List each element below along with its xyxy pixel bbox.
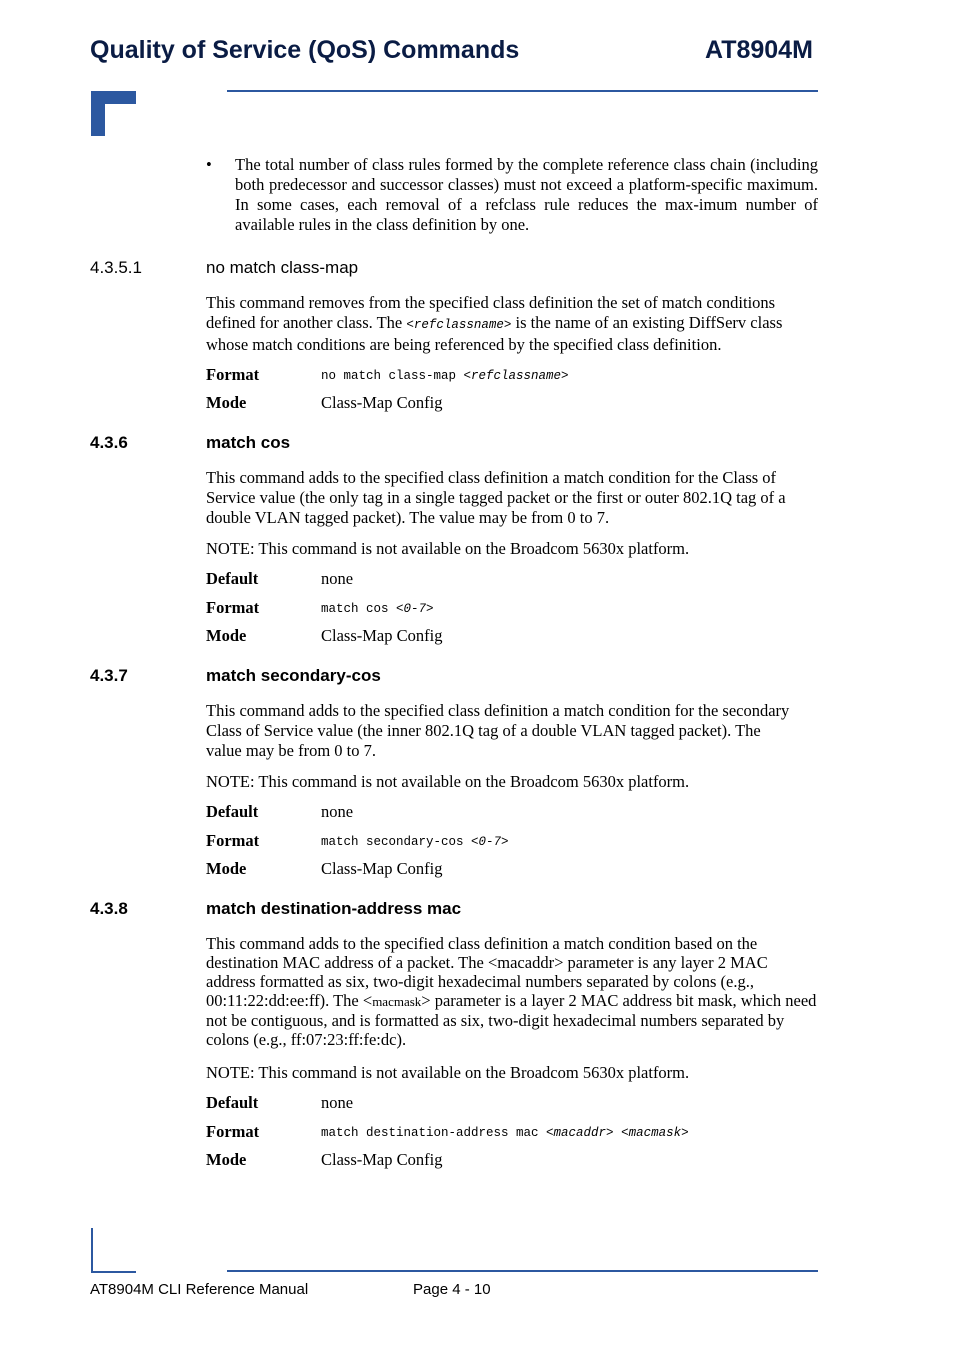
paragraph-text-small: macmask (372, 994, 422, 1009)
section-title: match cos (206, 433, 291, 452)
section-number: 4.3.5.1 (90, 258, 142, 277)
default-label: Default (206, 802, 259, 821)
paragraph-text: This command adds to the specified class definition a match condition based on the destination MAC address of a packet. The <macaddr> parameter is any layer 2 MAC address formatted as six, two-digit hexadecimal numbers separated by colons (e.g., 00:11:22:dd:ee:ff). The < (206, 934, 768, 1010)
section-title: match destination-address mac (206, 899, 462, 918)
paragraph-text: > parameter is a layer 2 MAC address bit mask, which need not be contiguous, and is formatted as six, two-digit hexadecimal numbers separated by colons (e.g., ff:07:23:ff:fe:dc). (206, 991, 817, 1049)
section-438-note: NOTE: This command is not available on the Broadcom 5630x platform. (206, 1063, 690, 1082)
default-value: none (321, 1093, 354, 1112)
mode-value: Class-Map Config (321, 859, 443, 878)
section-437-paragraph: This command adds to the specified class definition a match condition for the secondary Class of Service value (the inner 802.1Q tag of a double VLAN tagged packet). The value may be from 0 to 7. (206, 701, 790, 760)
section-number: 4.3.8 (90, 899, 128, 918)
format-label: Format (206, 831, 260, 850)
mode-label: Mode (206, 626, 247, 645)
format-syntax: match destination-address mac <macaddr> <macmask> (321, 1126, 689, 1140)
section-436-paragraph: This command adds to the specified class definition a match condition for the Class of Service value (the only tag in a single tagged packet or the first or outer 802.1Q tag of a double VLAN tagged packet). The value may be from 0 to 7. (206, 468, 786, 527)
default-value: none (321, 802, 354, 821)
default-label: Default (206, 569, 259, 588)
format-syntax: match secondary-cos <0-7> (321, 835, 509, 849)
format-label: Format (206, 1122, 260, 1141)
inline-argument: <refclassname> (406, 318, 512, 332)
mode-value: Class-Map Config (321, 626, 443, 645)
bullet-marker: • (206, 155, 212, 174)
section-437-note: NOTE: This command is not available on the Broadcom 5630x platform. (206, 772, 690, 791)
section-number: 4.3.7 (90, 666, 128, 685)
default-value: none (321, 569, 354, 588)
paragraph-text: is the name of an existing DiffServ class whose match conditions are being referenced by the specified class definition. (206, 313, 783, 354)
page-header-title: Quality of Service (QoS) Commands (90, 36, 520, 64)
mode-value: Class-Map Config (321, 393, 443, 412)
section-436-note: NOTE: This command is not available on the Broadcom 5630x platform. (206, 539, 690, 558)
section-4351-paragraph (206, 293, 818, 355)
paragraph-text: This command removes from the specified class definition the set of match conditions defined for another class. The (206, 293, 776, 332)
mode-label: Mode (206, 1150, 247, 1169)
format-label: Format (206, 598, 260, 617)
mode-value: Class-Map Config (321, 1150, 443, 1169)
format-label: Format (206, 365, 260, 384)
footer-manual-title: AT8904M CLI Reference Manual (90, 1281, 309, 1298)
mode-label: Mode (206, 393, 247, 412)
format-syntax: no match class-map <refclassname> (321, 369, 569, 383)
section-number: 4.3.6 (90, 433, 128, 452)
page-header-product: AT8904M (705, 36, 813, 64)
section-title: no match class-map (206, 258, 359, 277)
mode-label: Mode (206, 859, 247, 878)
format-syntax: match cos <0-7> (321, 602, 434, 616)
section-title: match secondary-cos (206, 666, 381, 685)
intro-bullet-text: The total number of class rules formed by the complete reference class chain (including both predecessor and successor classes) must not exceed a platform-specific maximum. In some cases, each removal of a refclass rule reduces the max-imum number of available rules in the class definition by one. (235, 155, 818, 234)
footer-corner-mark (91, 1228, 136, 1273)
footer-page-number: Page 4 - 10 (413, 1281, 491, 1298)
header-corner-mark (91, 91, 136, 136)
default-label: Default (206, 1093, 259, 1112)
footer-rule (227, 1270, 818, 1272)
header-rule (227, 90, 818, 92)
section-438-paragraph (206, 934, 818, 1049)
